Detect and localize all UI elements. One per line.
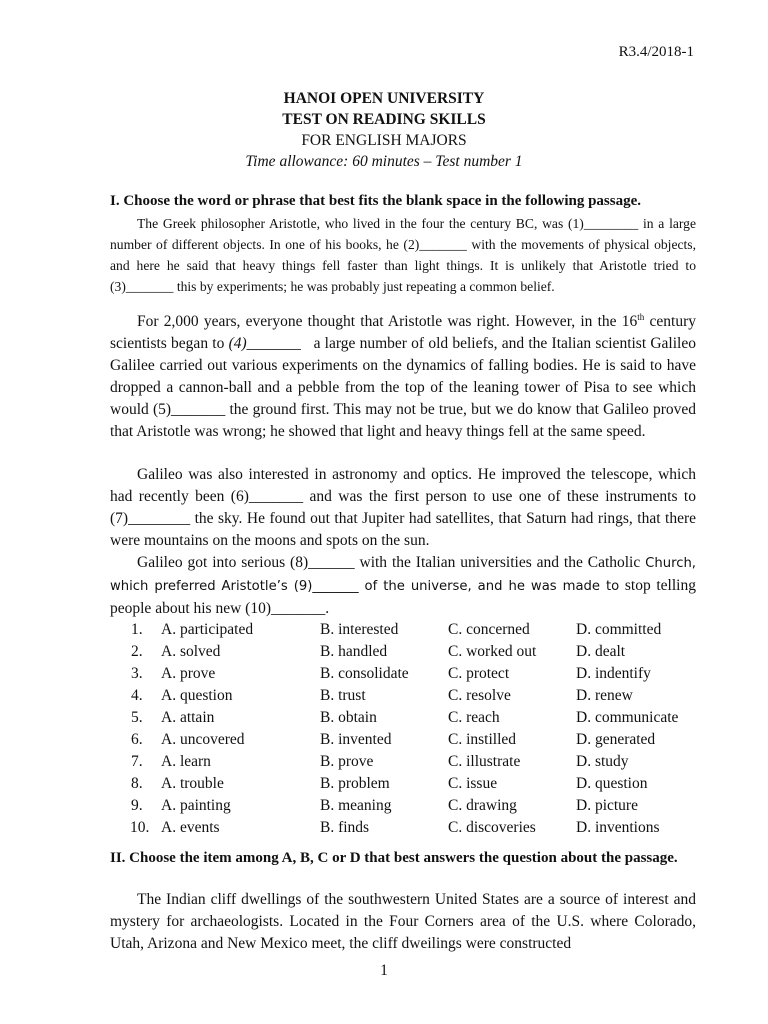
option-c: C. drawing [448, 797, 517, 814]
option-b: B. obtain [320, 709, 377, 726]
option-d: D. committed [576, 621, 662, 638]
question-number: 2. [131, 643, 143, 660]
paragraph-4-text-a: Galileo got into serious (8)______ with the Italian universities and the Catholic [137, 554, 646, 571]
question-number: 6. [131, 731, 143, 748]
option-row [131, 707, 691, 729]
question-number: 1. [131, 621, 143, 638]
option-a: A. painting [161, 797, 231, 814]
section-1-paragraph-3: Galileo was also interested in astronomy and optics. He improved the telescope, which had recently been (6)_______ and was the first person to use one of these instruments to (7)________ the sky. He found out that Jupiter had satellites, that Saturn had rings, that there were mountains on the moons and spots on the sun. [110, 466, 696, 549]
question-number: 9. [131, 797, 143, 814]
option-a: A. attain [161, 709, 215, 726]
section-1-paragraph-4 [110, 552, 696, 620]
option-d: D. generated [576, 731, 656, 748]
option-b: B. handled [320, 643, 388, 660]
option-row [131, 773, 691, 795]
document-header [0, 88, 768, 172]
option-row [131, 641, 691, 663]
section-1-paragraph-1: The Greek philosopher Aristotle, who lived in the four the century BC, was (1)________ in a large number of different objects. In one of his books, he (2)_______ with the movements of physical objects, and here he said that heavy things fell faster than light things. It is unlikely that Aristotle tried to (3)_______ this by experiments; he was probably just repeating a common belief. [110, 216, 696, 294]
ordinal-suffix: th [637, 311, 645, 322]
university-name: HANOI OPEN UNIVERSITY [283, 90, 485, 107]
test-title: TEST ON READING SKILLS [282, 111, 486, 128]
option-c: C. discoveries [448, 819, 536, 836]
question-number: 10. [130, 819, 150, 836]
option-d: D. indentify [576, 665, 651, 682]
option-d: D. picture [576, 797, 638, 814]
page-number: 1 [380, 962, 388, 979]
option-row [131, 729, 691, 751]
option-c: C. protect [448, 665, 510, 682]
option-c: C. concerned [448, 621, 530, 638]
option-b: B. consolidate [320, 665, 409, 682]
option-d: D. dealt [576, 643, 626, 660]
question-number: 4. [131, 687, 143, 704]
option-row [131, 817, 691, 839]
option-row [131, 795, 691, 817]
option-b: B. invented [320, 731, 392, 748]
option-row [131, 685, 691, 707]
option-row [131, 751, 691, 773]
option-d: D. inventions [576, 819, 660, 836]
question-number: 7. [131, 753, 143, 770]
option-b: B. finds [320, 819, 370, 836]
option-c: C. issue [448, 775, 498, 792]
answer-options-list [131, 619, 691, 839]
option-row [131, 619, 691, 641]
option-b: B. problem [320, 775, 390, 792]
option-c: C. instilled [448, 731, 517, 748]
paragraph-2-text-b: century scientists began to [110, 313, 696, 352]
section-2-paragraph-1: The Indian cliff dwellings of the southwestern United States are a source of interest and mystery for archaeologists. Located in the Four Corners area of the U.S. where Colorado, Utah, Arizona and New Mexico meet, the cliff dweilings were constructed [110, 891, 696, 952]
paragraph-2-text-c: a large number of old beliefs, and the Italian scientist Galileo Galilee carried out various experiments on the dynamics of falling bodies. He is said to have dropped a cannon-ball and a pebble from the top of the leaning tower of Pisa to see which would (5)_______ the ground first. This may not be true, but we do know that Galileo proved that Aristotle was wrong; he showed that light and heavy things fell at the same speed. [110, 335, 700, 440]
option-a: A. events [161, 819, 220, 836]
option-d: D. study [576, 753, 629, 770]
paragraph-2-text-a: For 2,000 years, everyone thought that Aristotle was right. However, in the 16 [137, 313, 638, 330]
section-1-title: I. Choose the word or phrase that best fits the blank space in the following passage. [110, 193, 642, 209]
option-b: B. trust [320, 687, 366, 704]
question-number: 8. [131, 775, 143, 792]
question-number: 3. [131, 665, 143, 682]
section-2-title: II. Choose the item among A, B, C or D that best answers the question about the passage. [110, 850, 678, 866]
option-a: A. learn [161, 753, 211, 770]
blank-4: (4)_______ [228, 335, 301, 352]
time-allowance: Time allowance: 60 minutes – Test number 1 [245, 153, 523, 170]
option-c: C. reach [448, 709, 500, 726]
option-a: A. question [161, 687, 233, 704]
option-b: B. prove [320, 753, 374, 770]
section-1-paragraph-2 [110, 311, 700, 443]
test-audience: FOR ENGLISH MAJORS [301, 132, 467, 149]
option-c: C. illustrate [448, 753, 521, 770]
option-a: A. trouble [161, 775, 224, 792]
option-c: C. worked out [448, 643, 537, 660]
option-b: B. interested [320, 621, 399, 638]
option-b: B. meaning [320, 797, 392, 814]
option-d: D. communicate [576, 709, 679, 726]
paragraph-4-text-sans: Church, which preferred Aristotle’s (9)_______ of the universe, and he was made to [110, 556, 696, 594]
question-number: 5. [131, 709, 143, 726]
option-a: A. participated [161, 621, 254, 638]
option-d: D. question [576, 775, 648, 792]
option-a: A. prove [161, 665, 216, 682]
option-row [131, 663, 691, 685]
option-a: A. uncovered [161, 731, 245, 748]
option-c: C. resolve [448, 687, 511, 704]
document-code: R3.4/2018-1 [618, 44, 694, 60]
paragraph-4-text-b: stop telling people about his new (10)_______. [110, 577, 696, 617]
option-a: A. solved [161, 643, 221, 660]
option-d: D. renew [576, 687, 633, 704]
